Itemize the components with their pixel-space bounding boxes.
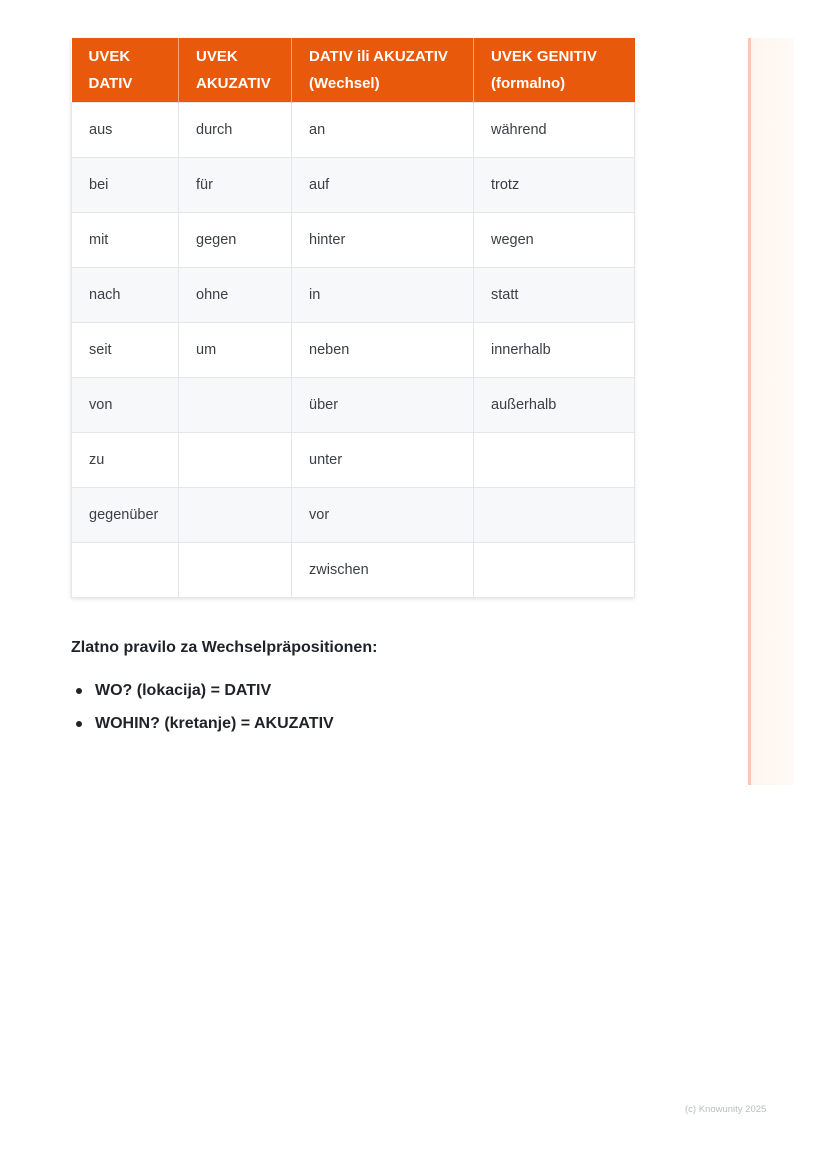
table-cell: ohne: [179, 268, 292, 323]
copyright-footer: (c) Knowunity 2025: [685, 1104, 767, 1115]
table-cell: nach: [72, 268, 179, 323]
header-line: (Wechsel): [309, 75, 380, 92]
header-line: DATIV ili AKUZATIV: [309, 48, 448, 65]
table-cell: unter: [292, 433, 474, 488]
header-line: UVEK: [88, 48, 131, 65]
golden-rule-list: [71, 680, 334, 746]
table-cell: aus: [72, 103, 179, 158]
header-line: UVEK GENITIV: [491, 48, 597, 65]
table-header-row: [72, 38, 635, 103]
table-row: [72, 268, 635, 323]
table-cell: bei: [72, 158, 179, 213]
table-cell: mit: [72, 213, 179, 268]
table-cell: gegen: [179, 213, 292, 268]
table-row: [72, 488, 635, 543]
list-item-text: WO? (lokacija) = DATIV: [95, 682, 272, 699]
table-row: [72, 213, 635, 268]
table-cell: außerhalb: [474, 378, 635, 433]
table-cell: in: [292, 268, 474, 323]
table-cell: an: [292, 103, 474, 158]
table-cell: für: [179, 158, 292, 213]
bullet-icon: [76, 688, 82, 694]
table-cell: vor: [292, 488, 474, 543]
list-item-text: WOHIN? (kretanje) = AKUZATIV: [95, 715, 334, 732]
header-line: UVEK: [196, 48, 238, 65]
table-row: [72, 543, 635, 598]
table-cell: statt: [474, 268, 635, 323]
table-cell: zwischen: [292, 543, 474, 598]
table-cell: neben: [292, 323, 474, 378]
header-always-accusative: [179, 38, 292, 103]
table-cell: seit: [72, 323, 179, 378]
bullet-icon: [76, 721, 82, 727]
table-cell: wegen: [474, 213, 635, 268]
header-two-way: [292, 38, 474, 103]
table-cell: [179, 378, 292, 433]
table-row: [72, 158, 635, 213]
table-cell: [474, 488, 635, 543]
table-row: [72, 378, 635, 433]
golden-rule-heading: Zlatno pravilo za Wechselpräpositionen:: [71, 639, 378, 656]
header-line: AKUZATIV: [196, 75, 271, 92]
side-accent-panel: [748, 38, 794, 785]
table-cell: auf: [292, 158, 474, 213]
list-item: [71, 713, 334, 746]
table-cell: [72, 543, 179, 598]
table-cell: gegenüber: [72, 488, 179, 543]
table-cell: trotz: [474, 158, 635, 213]
table-row: [72, 433, 635, 488]
header-always-genitive: [474, 38, 635, 103]
table-cell: zu: [72, 433, 179, 488]
table-cell: um: [179, 323, 292, 378]
table-row: [72, 323, 635, 378]
prepositions-table: [71, 38, 634, 598]
header-line: (formalno): [491, 75, 566, 92]
table-cell: [179, 488, 292, 543]
list-item: [71, 680, 334, 713]
table-row: [72, 103, 635, 158]
header-always-dative: [72, 38, 179, 103]
table-cell: über: [292, 378, 474, 433]
table-cell: während: [474, 103, 635, 158]
table-cell: [474, 433, 635, 488]
table-cell: von: [72, 378, 179, 433]
table-cell: [179, 433, 292, 488]
table-cell: durch: [179, 103, 292, 158]
table-cell: hinter: [292, 213, 474, 268]
header-line: DATIV: [88, 75, 133, 92]
table-cell: [179, 543, 292, 598]
table-cell: innerhalb: [474, 323, 635, 378]
table-cell: [474, 543, 635, 598]
